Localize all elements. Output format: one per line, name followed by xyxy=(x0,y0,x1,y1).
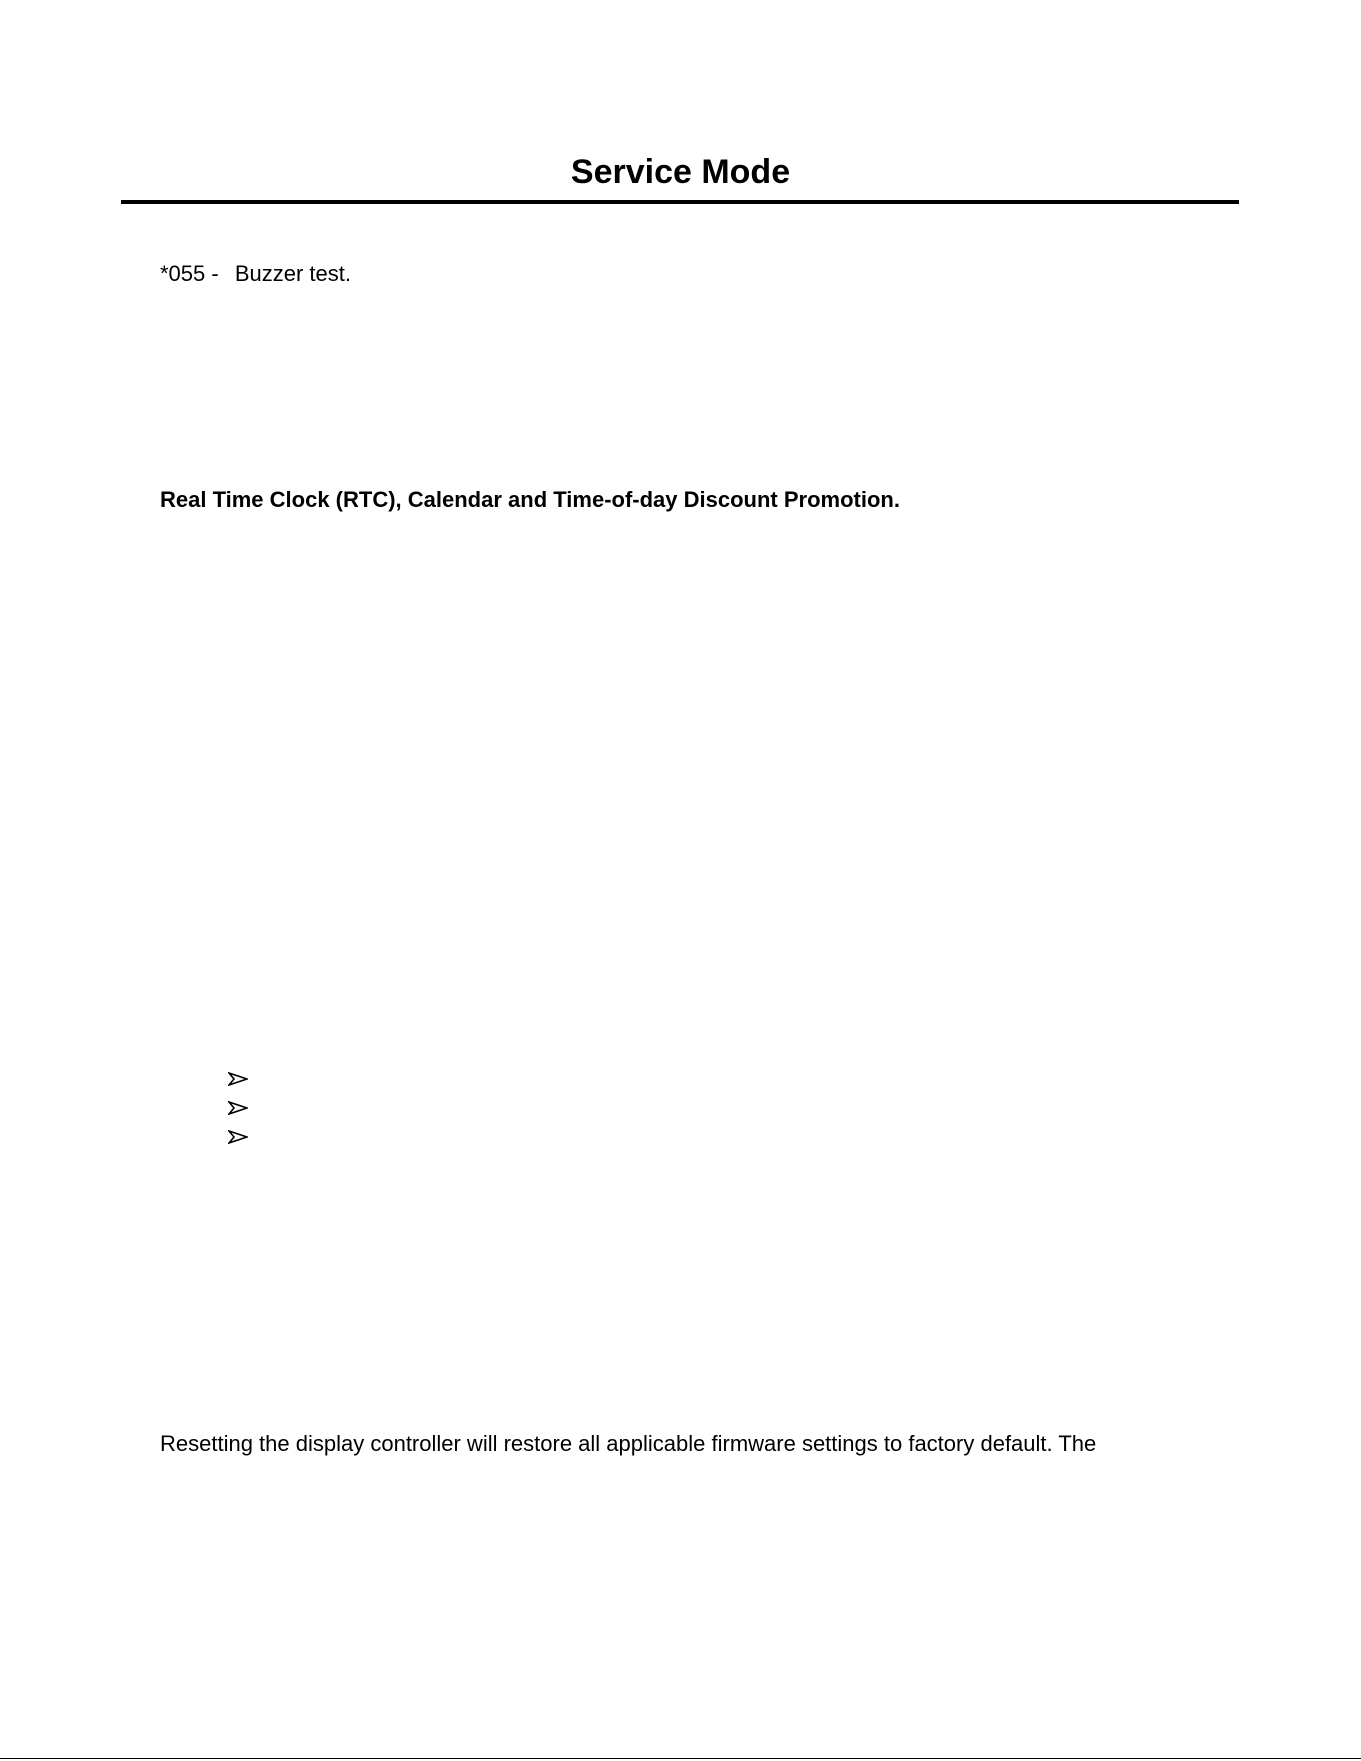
arrowhead-bullet-icon xyxy=(228,1101,248,1115)
service-item-code: *055 - xyxy=(160,261,219,286)
service-item-055 xyxy=(160,260,351,288)
arrowhead-bullet-icon xyxy=(228,1072,248,1086)
footer-divider xyxy=(0,1758,1361,1759)
list-item xyxy=(228,1064,248,1093)
list-item xyxy=(228,1122,248,1151)
reset-paragraph: Resetting the display controller will restore all applicable firmware settings to factory default. The xyxy=(160,1431,1097,1456)
list-item xyxy=(228,1093,248,1122)
service-item-label: Buzzer test. xyxy=(234,261,351,286)
bullet-list xyxy=(228,1064,248,1151)
title-divider xyxy=(121,200,1239,204)
section-heading-rtc: Real Time Clock (RTC), Calendar and Time-of-day Discount Promotion. xyxy=(160,487,900,512)
page-title: Service Mode xyxy=(570,153,791,191)
arrowhead-bullet-icon xyxy=(228,1130,248,1144)
